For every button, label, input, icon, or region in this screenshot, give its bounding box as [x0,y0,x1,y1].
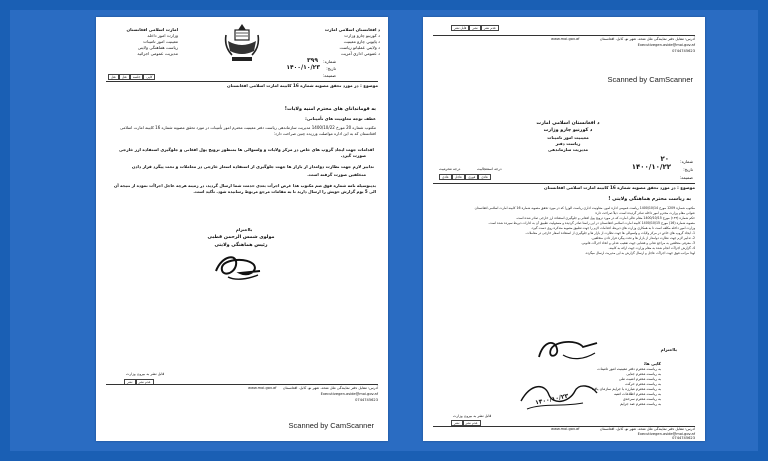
header-line-3: معینیت امور تامینات [547,135,589,140]
box-value: عاجل [452,174,465,180]
box-value: عادی [439,174,452,180]
letter-left [96,17,388,441]
publication-boxes [108,74,155,80]
cc-item: به ریاست محترم مبارزه با جرایم سازمان یافته [591,387,661,391]
body-paragraph-1: مکتوب شماره 20 مورخ 1400/10/22 مدیریت سازماندهی ریاست دفتر معینیت محترم امور تأمینات در مورد تحقق مصوبه شماره 16 کابینه امارت اسلامی افغانستان که به این اداره مواصلت ورزیده چنین صراحت دارد: [120,125,376,136]
item-2: تدابیر لازم جهت نظارت دوامدار از بازار ها جهت جلوگیری از استفاده اسعار خارجی در معاملات و تحت پیگرد قرار دادن [131,164,374,169]
body-line: 4- گزارش اجراآت انجام شده به مقام وزارت جهت ارائه به کابینه. [608,246,695,250]
attachment-label: ضمیمه: [679,175,693,180]
header-right-line-1: د افغانستان اسلامي امارت [324,27,380,32]
signer-title: رئیس هماهنگی ولایتی [214,243,268,248]
body-line: وزارت امور داخله مکلف است تا به همکاری وزارت های ذیربط، اقدامات لازم را جهت تطبیق مصوبه متذکره روی دست گیرد. [530,226,695,230]
top-footer-phone: 0744745623 [672,49,695,53]
header-left-line-4: ریاست هماهنگی ولایتی [137,45,178,50]
closing: بااحترام [660,347,677,352]
header-left-line-5: مدیریت عمومی اجرائیه [137,51,178,56]
salutation: به قوماندانای های محترم امنیه ولایات! [284,107,376,112]
box-label: کاپی [143,74,155,80]
body-line: مکتوب شماره 1209 مورخ 1400/10/14 ریاست عمومی اداره امور، معاونیت اداری ریاست الوزرا که در مورد تحقق مصوبه شماره 16 کابینه امارت اسلامی افغانستان [474,206,695,210]
footer-email: Executivegen.aside@moi.gov.af [320,392,378,396]
footer-phone: 0744745623 [672,436,695,440]
body-line: لهذا مراتب فوق جهت اجراآت عاجل و ارسال گزارش به این مدیریت ارسال میگردد. [584,251,695,255]
box-label: نشر [469,25,481,31]
body-line: 3- معرفی متخلفین به مراجع عدلی و قضایی جهت تعقیب عدلی و اتخاذ اجراآت قانونی. [580,241,695,245]
box-label: قابل نشر [451,25,469,31]
body-line: مصوبه شماره (16) مورخ 1400/10/15 کابینه امارت اسلامی افغانستان در این راستا صادر گردیده و مسئولیت تطبیق آن به ادارات ذیربط سپرده شده است. [488,221,695,225]
header-right-line-2: د کورنیو چارو وزارت [344,33,380,38]
date-value: ۱۴۰۰/۱۰/۲۲ [631,163,671,171]
box-value: فوری [465,174,478,180]
box-label: نقل [108,74,119,80]
footer-address: آدرس: مقابل دفتر نمایندگی ملل متحد، شهر نو، کابل، افغانستان [282,386,378,390]
body-lines [433,206,695,256]
body-line: 2- تدابیر لازم جهت نظارت دوامدار از بازار ها و تحت پیگرد قرار دادن متخلفین. [591,236,695,240]
cc-item: به ریاست محترم حرکت [625,382,661,386]
handwritten-note-icon [513,373,603,413]
cc-item: به ریاست محترم دفتر معینیت امور تامینات [597,367,661,371]
scanner-watermark: Scanned by CamScanner [288,421,374,430]
top-footer-web: www.moi.gov.af [551,37,580,41]
number-value: ۲۰ [660,155,669,163]
signature-icon [208,251,268,283]
header-line-1: د افغانستان اسلامي امارت [536,121,600,126]
attachment-label: ضمیمه: [322,73,336,78]
date-value: ۱۴۰۰/۱۰/۲۳ [286,64,320,71]
signer-name: مولوی شمس الرحمن قطبی [207,235,275,240]
stamp-date: ۱۴۰۰/۱۰/۲۳ [534,392,570,407]
box-label: نشر [451,420,463,426]
date-label: تاریخ: [326,66,336,71]
top-divider [433,35,695,36]
box-label: جلسه [130,74,144,80]
footer-web: www.moi.gov.af [248,386,277,390]
number-label: شماره: [323,59,336,64]
body-paragraph-2: بدینوسیله نامه شماره فوق ضم مکتوب هذا غرض اجرآت بعدی خدمت شما ارسال گردید، در زمینه هرچه عاجل اجراآت نموده از نتیجه آن الی 5 یوم گزارش خویش را ارسال دارید تا به مقامات مرجع مربوط رسانیده شود. تأکید است. [113,183,376,194]
box-label: عدم نشر [481,25,499,31]
cc-item: به ریاست محترم ضد جرایم [620,402,661,406]
subject-line: موضوع : در مورد تحقق مصوبه شماره 16 کابینه امارت اسلامی افغانستان [227,83,378,88]
subject-line: موضوع : در مورد تحقق مصوبه شماره 16 کابینه امارت اسلامی افغانستان [544,185,695,190]
sub-salutation: عطف توجه معاونیت های تأمیناتی: [305,116,376,121]
classification-boxes [439,174,491,180]
header-left-line-3: معینیت امور تامینات [143,39,178,44]
cc-title: کاپی ها: [643,361,661,366]
divider [106,81,378,82]
number-value: ۳۹۹ [307,57,318,64]
header-right-line-3: د ټاټوبي چارو معینیت [343,39,380,44]
header-line-5: مدیریت سازماندهی [547,147,589,152]
body-line: عنوانی مقام وزارت محترم امور داخله صادر گردیده است، ذیلاً صراحت دارد: [594,211,695,215]
date-label: تاریخ: [683,167,693,172]
signature-icon [533,335,603,365]
item-1: اقدامات جهت ایجاد گروپ های خاص در مرکز ولایات و ولسوالی ها بمنظور ترویج پول افغانی و جلوگیری استفاده ارز خارجی [118,147,374,152]
divider [433,183,695,184]
top-boxes [451,25,499,31]
cc-item: به ریاست محترم امنیت ملی [618,377,661,381]
box-label: عدم نشر [463,420,481,426]
header-right-line-5: د عمومي اداري آمریت [340,51,380,56]
box-value: عادی [478,174,491,180]
bottom-box-title: قابل نشر به بیرون وزارت [453,414,492,418]
emblem-icon [222,21,262,65]
urgency-label: درجه استعجالیت [477,167,502,171]
box-label: نقل [119,74,130,80]
top-footer-address: آدرس: مقابل دفتر نمایندگی ملل متحد، شهر نو، کابل، افغانستان [599,37,695,41]
item-1-continued: صورت گیرد. [340,153,366,158]
closing: بااحترام [235,227,253,232]
body-line: حکم شماره (۱۴۳) مورخ 1400/10/15 مقام عالی امارت که در مورد ترویج پول افغانی و جلوگیری استفاده ارز خارجی صادر شده است، [515,216,695,220]
item-2-continued: متخلفین صورت گرفته است. [307,172,366,177]
bottom-box-title: قابل نشر به بیرون وزارت [126,372,165,376]
footer-web: www.moi.gov.af [551,427,580,431]
header-left-line-2: وزارت امور داخله [147,33,178,38]
cc-item: به ریاست محترم جنایی [626,372,661,376]
footer-address: آدرس: مقابل دفتر نمایندگی ملل متحد، شهر نو، کابل، افغانستان [599,427,695,431]
box-label: عدم نشر [136,379,154,385]
footer-email: Executivegen.aside@moi.gov.af [637,432,695,436]
top-footer-email: Executivegen.aside@moi.gov.af [637,43,695,47]
footer-divider [106,384,378,385]
header-line-4: ریاست دفتر [555,141,581,146]
body-line: 1- ایجاد گروپ های خاص در مرکز ولایات و ولسوالی ها جهت نظارت از بازار ها و جلوگیری از استفاده اسعار خارجی در معاملات. [525,231,695,235]
box-label: نشر [124,379,136,385]
header-line-2: د کورنیو چارو وزارت [543,128,593,133]
cc-item: به ریاست محترم اطلاعات امنیه [613,392,661,396]
letter-right [423,17,705,441]
header-right-line-4: د ولایتي عملیاتو ریاست [339,45,380,50]
footer-phone: 0744745623 [355,398,378,402]
secrecy-label: درجه محرمیت [439,167,461,171]
number-label: شماره: [680,159,693,164]
cc-item: به ریاست محترم سرحدی [622,397,661,401]
header-left-line-1: امارت اسلامی افغانستان [126,27,178,32]
salutation: به ریاست محترم هماهنگی ولایتی ! [608,197,691,202]
scanner-watermark-top: Scanned by CamScanner [607,75,693,84]
